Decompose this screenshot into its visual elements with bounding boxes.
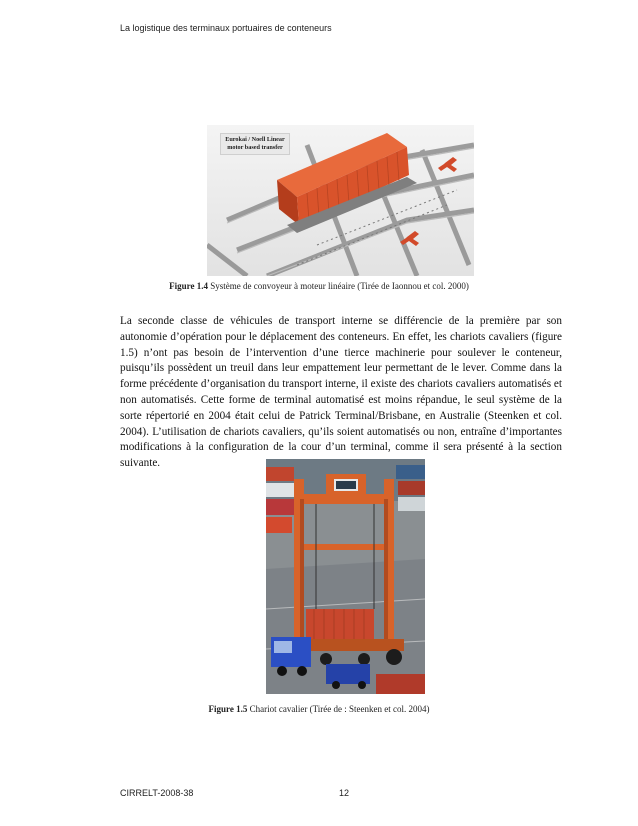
figure-1-5-caption	[0, 704, 638, 714]
figure-1-4-caption	[0, 281, 638, 291]
footer-report-id: CIRRELT-2008-38	[120, 788, 194, 798]
running-header: La logistique des terminaux portuaires de conteneurs	[120, 23, 332, 33]
caption-number: Figure 1.4	[169, 281, 208, 291]
figure-straddle-carrier	[266, 459, 425, 694]
page-number: 12	[339, 788, 350, 798]
caption-number: Figure 1.5	[208, 704, 248, 714]
caption-text: Chariot cavalier (Tirée de : Steenken et col. 2004)	[247, 704, 430, 714]
body-paragraph: La seconde classe de véhicules de transport interne se différencie de la première par son autonomie d’opération pour le déplacement des conteneurs. En effet, les chariots cavaliers (figure 1.5) n’ont pas besoin de l’intervention d’une tierce machinerie pour soulever le conteneur, puisqu’ils possèdent un treuil dans leur empattement leur permettant de le lever. Comme dans la forme précédente d’organisation du transport interne, il existe des chariots cavaliers automatisés et non automatisés. Cette forme de terminal automatisé est moins répandue, le seul système de la sorte répertorié en 2004 était celui de Patrick Terminal/Brisbane, en Australie (Steenken et col. 2004). L’utilisation de chariots cavaliers, qu’ils soient automatisés ou non, entraîne d’importantes modifications à la configuration de la cour d’un terminal, comme il sera présenté à la section suivante.	[120, 315, 562, 470]
figure-inset-label: Eurokai / Noell Linear motor based transfer	[220, 133, 290, 155]
caption-text: Système de convoyeur à moteur linéaire (Tirée de Iaonnou et col. 2000)	[208, 281, 469, 291]
